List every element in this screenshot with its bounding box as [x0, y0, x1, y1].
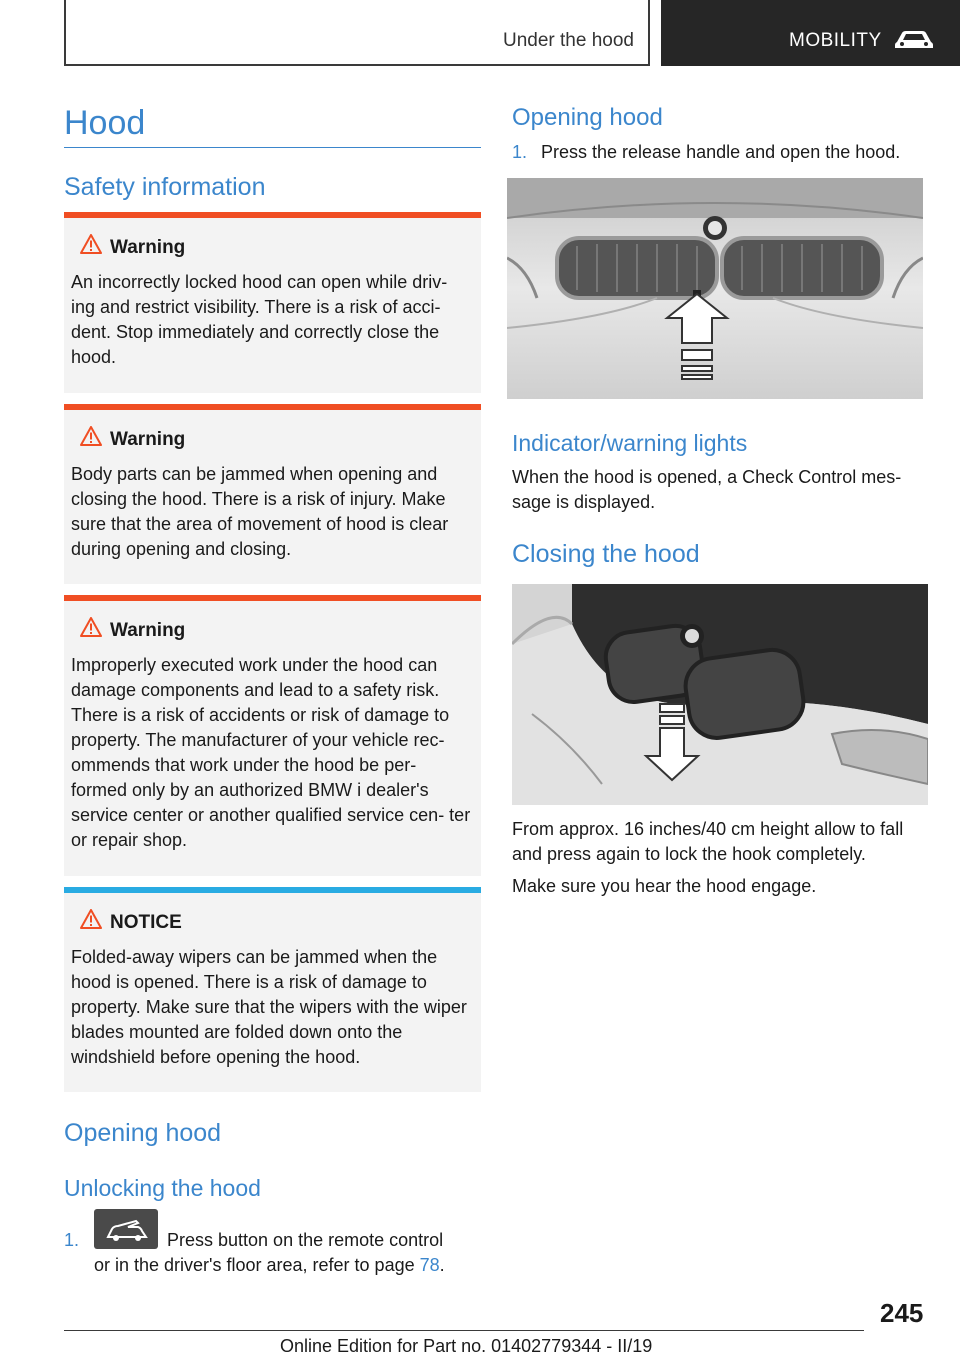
closing-text-1: From approx. 16 inches/40 cm height allow to fall and press again to lock the hook completely. — [512, 819, 904, 864]
warning-triangle-icon — [80, 234, 102, 254]
step1-text-end: . — [439, 1255, 445, 1275]
warning-title: Warning — [110, 429, 186, 450]
warning-bar — [64, 595, 481, 601]
car-hood-open-icon — [94, 1209, 158, 1249]
opening-hood-heading: Opening hood — [64, 1119, 222, 1147]
footer-edition: Online Edition for Part no. 01402779344 - II/19 — [280, 1336, 653, 1356]
right-step1-text: Press the release handle and open the hood. — [541, 142, 901, 162]
step-number: 1. — [64, 1230, 80, 1250]
hood-release-button-icon — [94, 1209, 158, 1249]
page-title: Hood — [64, 104, 146, 142]
title-rule — [64, 147, 481, 148]
closing-text-2: Make sure you hear the hood engage. — [512, 876, 817, 896]
warning-bar — [64, 212, 481, 218]
warning-box — [64, 212, 481, 393]
warning-triangle-icon — [80, 617, 102, 637]
notice-title: NOTICE — [110, 912, 182, 933]
page-number: 245 — [880, 1298, 924, 1328]
warning-triangle-icon — [80, 426, 102, 446]
closing-hood-photo — [512, 584, 928, 805]
warning-text: An incorrectly locked hood can open while driv- ing and restrict visibility. There is a risk of acci- dent. Stop immediately and correctly close the hood. — [71, 272, 448, 367]
warning-text: Improperly executed work under the hood can damage components and lead to a safety risk. There is a risk of accidents or risk of damage to property. The manufacturer of your vehicle rec- ommends that work under the hood be per- formed only by an authorized BMW i dealer's service center or another qualified service cen- ter or repair shop. — [71, 655, 471, 850]
header-chapter-title: MOBILITY — [789, 30, 882, 51]
header-section-box — [64, 0, 650, 66]
header-section-title: Under the hood — [503, 30, 634, 51]
warning-title: Warning — [110, 620, 186, 641]
indicator-heading: Indicator/warning lights — [512, 430, 748, 456]
hood-release-photo — [507, 178, 923, 399]
indicator-text: When the hood is opened, a Check Control mes- sage is displayed. — [512, 467, 902, 512]
step1-text-b — [94, 1253, 445, 1278]
warning-box — [64, 595, 481, 876]
footer-rule — [64, 1330, 864, 1331]
safety-heading: Safety information — [64, 173, 266, 201]
step1-text-b-label: or in the driver's floor area, refer to page — [94, 1255, 420, 1275]
notice-text: Folded-away wipers can be jammed when the hood is opened. There is a risk of damage to property. Make sure that the wipers with the wiper blades mounted are folded down onto the windshield before opening the hood. — [71, 947, 467, 1067]
warning-title: Warning — [110, 237, 186, 258]
right-opening-heading: Opening hood — [512, 104, 663, 131]
warning-bar — [64, 404, 481, 410]
right-step-number: 1. — [512, 142, 528, 162]
step1-text-a: Press button on the remote control — [167, 1230, 444, 1250]
header-chapter-box — [661, 0, 960, 66]
notice-box — [64, 887, 481, 1092]
notice-bar — [64, 887, 481, 893]
car-icon — [893, 28, 935, 52]
unlocking-heading: Unlocking the hood — [64, 1175, 261, 1201]
page-reference-link[interactable]: 78 — [419, 1255, 440, 1275]
warning-text: Body parts can be jammed when opening and closing the hood. There is a risk of injury. Make sure that the area of movement of hood is clear during opening and closing. — [71, 464, 449, 559]
warning-box — [64, 404, 481, 584]
warning-triangle-icon — [80, 909, 102, 929]
closing-heading: Closing the hood — [512, 540, 700, 568]
